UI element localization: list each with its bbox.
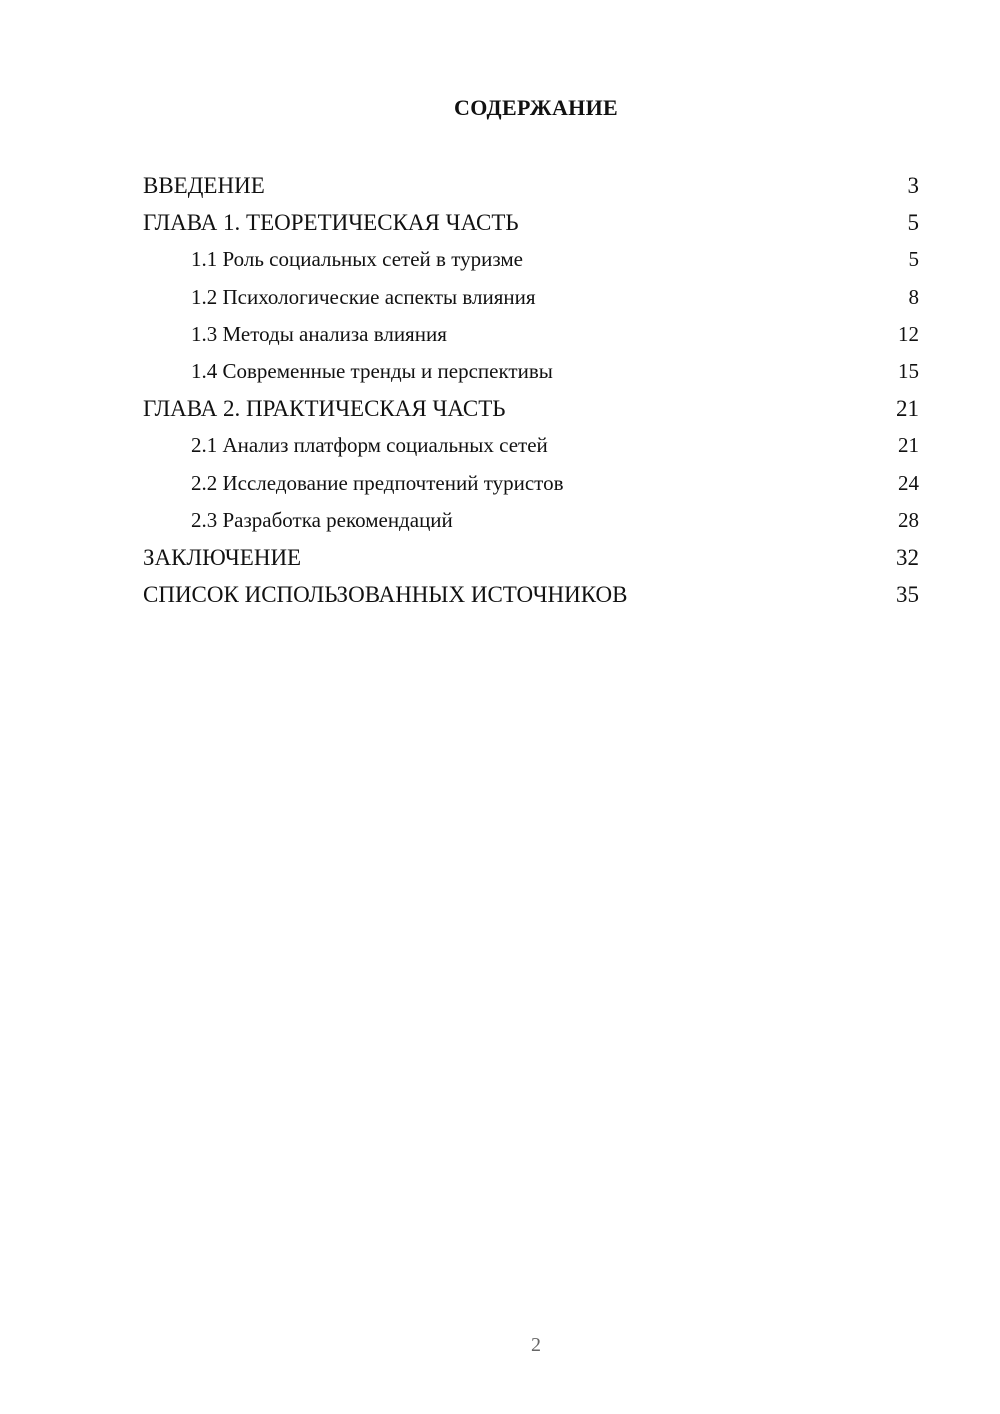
toc-entry-label: 1.1 Роль социальных сетей в туризме (191, 247, 523, 272)
page-number: 2 (531, 1334, 541, 1356)
table-of-contents (143, 167, 919, 613)
toc-entry-label: 2.2 Исследование предпочтений туристов (191, 470, 564, 495)
toc-entry-page: 32 (896, 544, 919, 570)
toc-entry-section-2-2[interactable] (143, 465, 919, 502)
toc-entry-page: 24 (898, 470, 919, 495)
toc-entry-label: 1.2 Психологические аспекты влияния (191, 284, 536, 309)
toc-entry-section-1-2[interactable] (143, 279, 919, 316)
toc-entry-chapter-1[interactable] (143, 204, 919, 241)
toc-entry-section-1-4[interactable] (143, 353, 919, 390)
toc-entry-label: СПИСОК ИСПОЛЬЗОВАННЫХ ИСТОЧНИКОВ (143, 582, 628, 608)
toc-title: СОДЕРЖАНИЕ (454, 95, 618, 120)
toc-entry-page: 5 (907, 210, 919, 236)
toc-entry-section-1-3[interactable] (143, 316, 919, 353)
toc-entry-page: 5 (908, 247, 919, 272)
toc-entry-section-2-1[interactable] (143, 427, 919, 464)
toc-entry-section-2-3[interactable] (143, 502, 919, 539)
toc-entry-label: 2.3 Разработка рекомендаций (191, 507, 453, 532)
toc-entry-page: 8 (908, 284, 919, 309)
toc-entry-page: 21 (898, 433, 919, 458)
toc-entry-section-1-1[interactable] (143, 241, 919, 278)
toc-entry-page: 28 (898, 507, 919, 532)
toc-entry-label: ВВЕДЕНИЕ (143, 173, 265, 198)
toc-entry-page: 12 (898, 321, 919, 346)
toc-entry-references[interactable] (143, 576, 919, 613)
toc-entry-label: ГЛАВА 2. ПРАКТИЧЕСКАЯ ЧАСТЬ (143, 396, 506, 422)
toc-entry-label: ЗАКЛЮЧЕНИЕ (143, 544, 302, 570)
toc-entry-label: 2.1 Анализ платформ социальных сетей (191, 433, 548, 458)
toc-entry-page: 3 (907, 173, 919, 198)
toc-entry-chapter-2[interactable] (143, 390, 919, 427)
toc-entry-introduction[interactable] (143, 167, 919, 204)
toc-entry-label: 1.3 Методы анализа влияния (191, 321, 447, 346)
toc-entry-page: 21 (896, 396, 919, 422)
toc-entry-page: 15 (898, 358, 919, 383)
toc-entry-label: 1.4 Современные тренды и перспективы (191, 358, 553, 383)
toc-entry-page: 35 (896, 582, 919, 608)
toc-entry-label: ГЛАВА 1. ТЕОРЕТИЧЕСКАЯ ЧАСТЬ (143, 210, 519, 236)
toc-entry-conclusion[interactable] (143, 539, 919, 576)
